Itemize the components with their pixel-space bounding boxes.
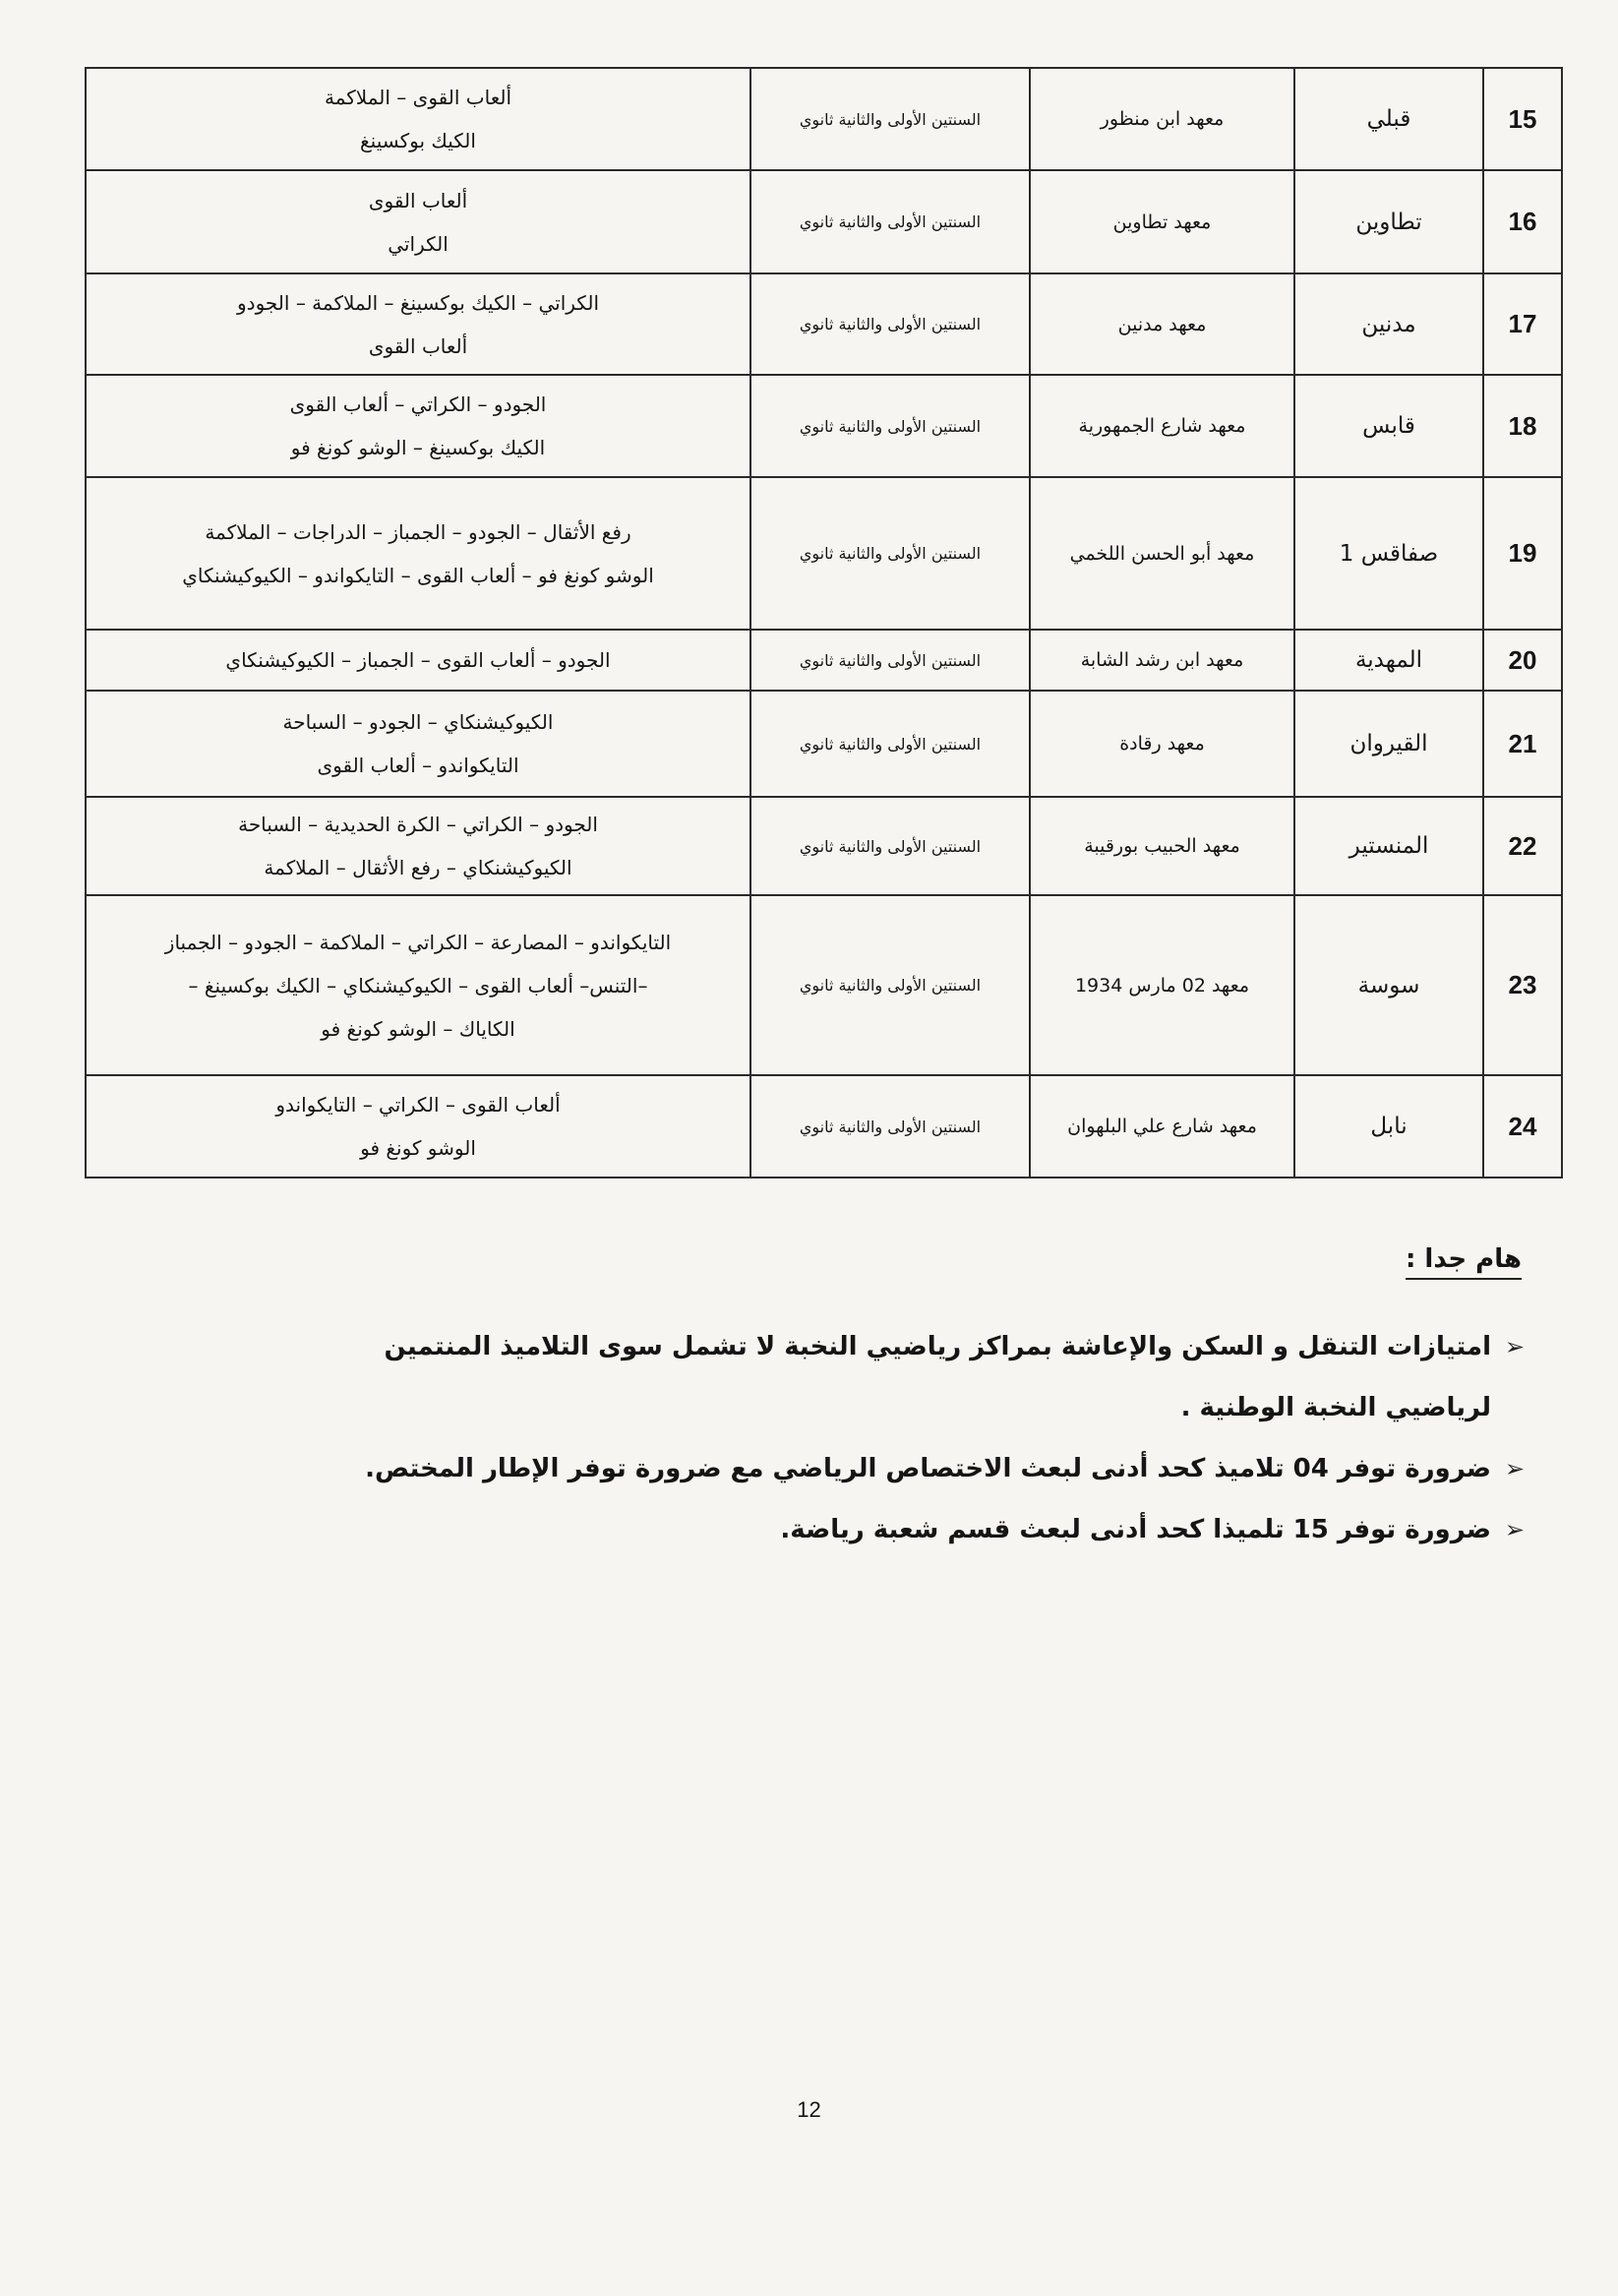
sports-cell — [86, 477, 750, 630]
city-cell: صفاقس 1 — [1294, 477, 1483, 630]
sport-line: رفع الأثقال – الجودو – الجمباز – الدراجات – الملاكمة — [205, 519, 631, 544]
table-row — [86, 170, 1562, 273]
table-row — [86, 375, 1562, 477]
city-cell: القيروان — [1294, 691, 1483, 797]
sport-line: الجودو – ألعاب القوى – الجمباز – الكيوكيشنكاي — [225, 648, 611, 672]
table-row — [86, 68, 1562, 170]
sport-line: الجودو – الكراتي – الكرة الحديدية – السباحة — [238, 813, 598, 836]
sport-line: الكيك بوكسينغ — [360, 129, 476, 152]
level-cell: السنتين الأولى والثانية ثانوي — [750, 375, 1030, 477]
note-item — [148, 1327, 1525, 1427]
sports-cell — [86, 691, 750, 797]
row-number-cell: 19 — [1483, 477, 1562, 630]
level-cell: السنتين الأولى والثانية ثانوي — [750, 691, 1030, 797]
sport-line: الوشو كونغ فو – ألعاب القوى – التايكواندو – الكيوكيشنكاي — [182, 563, 654, 587]
row-number-cell: 22 — [1483, 797, 1562, 895]
city-cell: قابس — [1294, 375, 1483, 477]
arrow-bullet-icon: ➢ — [1504, 1516, 1525, 1543]
level-cell: السنتين الأولى والثانية ثانوي — [750, 630, 1030, 691]
table-row — [86, 1075, 1562, 1178]
sports-cell — [86, 375, 750, 477]
notes-section — [148, 1244, 1525, 1549]
level-cell: السنتين الأولى والثانية ثانوي — [750, 895, 1030, 1075]
sports-cell — [86, 1075, 750, 1178]
row-number-cell: 23 — [1483, 895, 1562, 1075]
institute-cell: معهد مدنين — [1030, 273, 1294, 375]
sport-line: الجودو – الكراتي – ألعاب القوى — [289, 393, 547, 416]
row-number-cell: 20 — [1483, 630, 1562, 691]
sports-cell — [86, 273, 750, 375]
sport-line: الوشو كونغ فو — [360, 1136, 476, 1160]
arrow-bullet-icon: ➢ — [1504, 1333, 1525, 1360]
sports-cell — [86, 68, 750, 170]
sports-cell — [86, 630, 750, 691]
sport-line: ألعاب القوى — [368, 188, 468, 212]
note-text-continuation: لرياضيي النخبة الوطنية . — [1180, 1393, 1491, 1422]
level-cell: السنتين الأولى والثانية ثانوي — [750, 68, 1030, 170]
sport-line: –التنس– ألعاب القوى – الكيوكيشنكاي – الكيك بوكسينغ – — [188, 973, 648, 997]
institute-cell: معهد شارع الجمهورية — [1030, 375, 1294, 477]
city-cell: مدنين — [1294, 273, 1483, 375]
notes-title: هام جدا : — [1406, 1244, 1522, 1280]
sports-cell — [86, 170, 750, 273]
institute-cell: معهد 02 مارس 1934 — [1030, 895, 1294, 1075]
note-text: ضرورة توفر 15 تلميذا كحد أدنى لبعث قسم شعبة رياضة. — [780, 1515, 1491, 1544]
institute-cell: معهد تطاوين — [1030, 170, 1294, 273]
sport-line: الكيوكيشنكاي – الجودو – السباحة — [282, 710, 554, 734]
institute-cell: معهد أبو الحسن اللخمي — [1030, 477, 1294, 630]
sports-cell — [86, 895, 750, 1075]
city-cell: قبلي — [1294, 68, 1483, 170]
row-number-cell: 17 — [1483, 273, 1562, 375]
institute-cell: معهد ابن رشد الشابة — [1030, 630, 1294, 691]
row-number-cell: 15 — [1483, 68, 1562, 170]
table-row — [86, 895, 1562, 1075]
table-row — [86, 630, 1562, 691]
sports-cell — [86, 797, 750, 895]
sport-line: الكراتي — [388, 231, 449, 256]
sport-line: التايكواندو – المصارعة – الكراتي – الملاكمة – الجودو – الجمباز — [164, 930, 672, 954]
table-row — [86, 273, 1562, 375]
level-cell: السنتين الأولى والثانية ثانوي — [750, 797, 1030, 895]
institute-cell: معهد ابن منظور — [1030, 68, 1294, 170]
level-cell: السنتين الأولى والثانية ثانوي — [750, 170, 1030, 273]
row-number-cell: 16 — [1483, 170, 1562, 273]
sport-line: ألعاب القوى – الكراتي – التايكواندو — [275, 1093, 561, 1117]
institute-cell: معهد الحبيب بورقيبة — [1030, 797, 1294, 895]
sport-line: ألعاب القوى – الملاكمة — [325, 86, 511, 109]
sport-line: ألعاب القوى — [368, 333, 468, 358]
note-text: امتيازات التنقل و السكن والإعاشة بمراكز رياضيي النخبة لا تشمل سوى التلاميذ المنتمين — [384, 1332, 1491, 1361]
city-cell: المهدية — [1294, 630, 1483, 691]
city-cell: سوسة — [1294, 895, 1483, 1075]
table-row — [86, 797, 1562, 895]
city-cell: تطاوين — [1294, 170, 1483, 273]
page-number: 12 — [797, 2097, 821, 2122]
institute-cell: معهد شارع علي البلهوان — [1030, 1075, 1294, 1178]
level-cell: السنتين الأولى والثانية ثانوي — [750, 477, 1030, 630]
institute-cell: معهد رقادة — [1030, 691, 1294, 797]
note-text: ضرورة توفر 04 تلاميذ كحد أدنى لبعث الاختصاص الرياضي مع ضرورة توفر الإطار المختص. — [365, 1454, 1491, 1483]
table-row — [86, 691, 1562, 797]
level-cell: السنتين الأولى والثانية ثانوي — [750, 1075, 1030, 1178]
note-item — [148, 1449, 1525, 1488]
table-row — [86, 477, 1562, 630]
sport-line: الكيوكيشنكاي – رفع الأثقال – الملاكمة — [264, 856, 572, 879]
level-cell: السنتين الأولى والثانية ثانوي — [750, 273, 1030, 375]
row-number-cell: 24 — [1483, 1075, 1562, 1178]
city-cell: نابل — [1294, 1075, 1483, 1178]
row-number-cell: 18 — [1483, 375, 1562, 477]
row-number-cell: 21 — [1483, 691, 1562, 797]
sport-line: الكيك بوكسينغ – الوشو كونغ فو — [290, 436, 546, 459]
sport-line: التايكواندو – ألعاب القوى — [317, 754, 519, 777]
arrow-bullet-icon: ➢ — [1504, 1455, 1525, 1482]
sport-line: الكاياك – الوشو كونغ فو — [321, 1016, 515, 1041]
institutes-table — [85, 67, 1563, 1178]
note-item — [148, 1510, 1525, 1549]
sport-line: الكراتي – الكيك بوكسينغ – الملاكمة – الجودو — [237, 290, 599, 315]
city-cell: المنستير — [1294, 797, 1483, 895]
